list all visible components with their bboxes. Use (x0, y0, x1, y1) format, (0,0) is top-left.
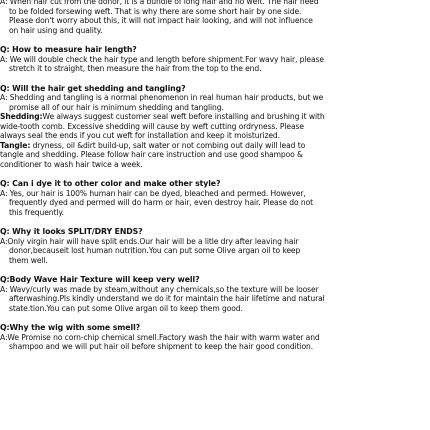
answer-line: wide-tooth comb. Excessive shedding will cause by weft cutting ordryness. Please (0, 121, 304, 131)
answer-line: Please don't worry about this, it will not impact hair looking, and will not influence (9, 16, 313, 25)
faq-question-body-wave: Q:Body Wave Hair Texture will keep very well? (0, 275, 200, 284)
answer-line: A: Shedding and tangling is a normal phenomenon in real human hair products, but we (0, 93, 324, 102)
answer-line: afterwashing.Pls kindly understand we do it for maintain the hair lifetime and natural (9, 294, 325, 303)
answer-line: on hair using and quality. (9, 25, 103, 35)
answer-line: frequently dyed and permed will do harm or hair, even destroy hair. Please do not (9, 198, 314, 207)
answer-line: Tangle: dryness, oil &dirt build-up, salt water or not combing out daily will lead to (0, 140, 306, 150)
answer-line: always seal the ends if you cut weft for installation and keep it moisturized. (0, 131, 280, 140)
faq-question-split-ends: Q: Why it looks SPLIT/DRY ENDS? (0, 227, 143, 236)
answer-line: them well. (9, 255, 48, 265)
answer-line: A: Yes, our hair is 100% human hair can be dyed, bleached and permed. However, (0, 188, 306, 198)
faq-question-dye-color: Q: Can i dye it to other color and make other style? (0, 179, 221, 188)
answer-line: conditioner to wash hair twice a week. (0, 159, 143, 169)
answer-line: promise all of our hair is minimum shedding and tangling. (9, 102, 224, 112)
answer-line: donor,becauseit lost human nutrition.You can put some Olive argan oil to keep (9, 246, 301, 255)
answer-line: stretch it to straight, then measure the hair from the top to the end. (9, 64, 262, 73)
faq-question-measure-length: Q: How to measure hair length? (0, 45, 137, 54)
answer-line: tangle and shedding. Please follow hair care instruction and use good shampoo & (0, 150, 303, 159)
faq-question-wig-smell: Q:Why the wig with some smell? (0, 323, 141, 332)
answer-line: Shedding:We always suggest customer seal weft before installing and brushing it with (0, 112, 325, 121)
answer-line: A: Wavy/curly was made by steam,without any chemicals,so the texture will be looser (0, 284, 319, 294)
answer-line: A: When hair cut from the donor, it is a bundle of long hair and no weft. The hair need (0, 0, 319, 6)
answer-line: to be folded forsewing weft. That is why there are some short hair by one side. (9, 6, 302, 16)
answer-line: shampoo and we will put hair oil before shipment to keep the hair good condition. (9, 342, 314, 351)
faq-question-shedding-tangling: Q: Will the hair get shedding and tangling? (0, 83, 186, 93)
answer-line: state.tion.You can put some Olive argan oil to keep them good. (9, 303, 243, 313)
answer-line: A:Only virgin hair will have split ends.Our hair will be a litle dry after leaving hair (0, 236, 299, 246)
answer-line: A:We Promise no corn-chip chemical smell.Factory wash the hair with warm water and (0, 332, 320, 342)
answer-line: A: We will double check the hair type and length before shipment.For wavy hair, please (0, 54, 324, 64)
answer-line: this frequently. (9, 207, 64, 217)
